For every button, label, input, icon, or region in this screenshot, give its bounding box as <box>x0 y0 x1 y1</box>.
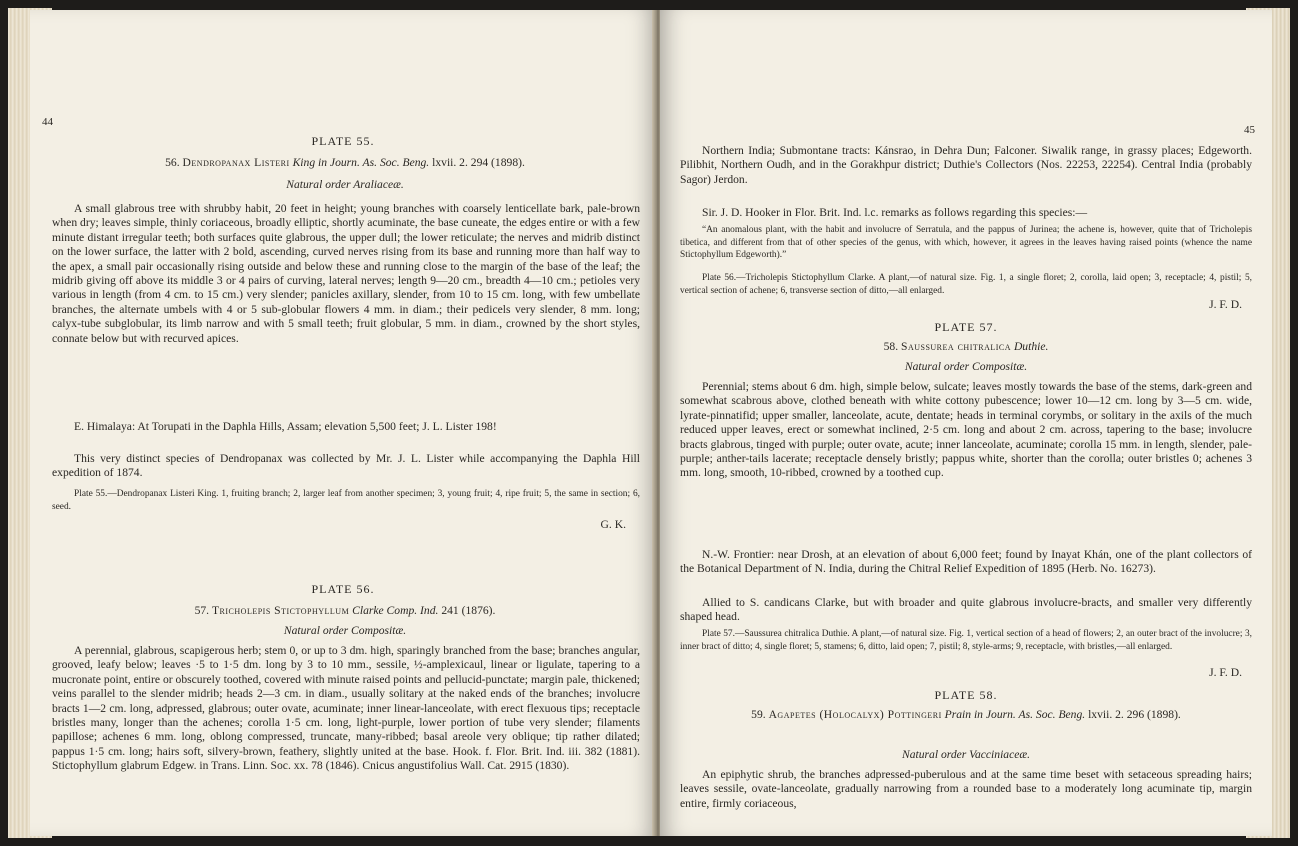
species-title <box>680 340 1252 354</box>
description-body: An epiphytic shrub, the branches adpressed-puberulous and at the same time beset with setaceous spreading hairs; leaves sessile, ovate-lanceolate, gradually narrowing from a rounded base to a moderately long acuminate tip, margin entire, firmly coriaceous, <box>680 768 1252 810</box>
species-reference-tail: lxvii. 2. 296 (1898). <box>1088 708 1181 721</box>
natural-order: Natural order Compositæ. <box>904 360 1028 373</box>
species-reference: Clarke Comp. Ind. <box>352 604 439 617</box>
description-body: A perennial, glabrous, scapigerous herb; stem 0, or up to 3 dm. high, sparingly branched from the base; branches angular, grooved, leafy below; leaves ·5 to 1·5 dm. long by 3 to 10 mm., sessile, ½-amplexicaul, linear or ligulate, tapering to a mucronate point, entire or obscurely toothed, covered with minute raised points and pellucid-punctate; margin pale, thickened; veins parallel to the slender midrib; heads 2—3 cm. in diam., usually solitary at the naked ends of the branches; involucre bracts 1—2 cm. long, adpressed, glabrous; outer ovate, acuminate; inner linear-lanceolate, with erect flexuous tips; receptacle bristles many, longer than the achenes; corolla 1·5 cm. long, light-purple, lower portion of tube very slender; filaments papillose; achenes 6 mm. long, oblong compressed, truncate, many-ribbed; basal areole very oblique; tip rather dilated; pappus 1·5 cm. long; hairs soft, silvery-brown, feathery, slightly united at the base. Hook. f. Flor. Brit. Ind. iii. 382 (1881). Stictophyllum glabrum Edgew. in Trans. Linn. Soc. xx. 78 (1846). Cnicus angustifolius Wall. Cat. 2915 (1830). <box>52 644 640 773</box>
species-number: 58. <box>883 340 899 353</box>
locality-text: E. Himalaya: At Torupati in the Daphla Hills, Assam; elevation 5,500 feet; J. L. Lister 198! <box>74 420 497 433</box>
species-title <box>690 708 1242 722</box>
species-title <box>50 604 640 618</box>
plate-heading: PLATE 57. <box>934 320 998 334</box>
plate-caption: Plate 56.—Tricholepis Stictophyllum Clarke. A plant,—of natural size. Fig. 1, a single floret; 2, corolla, laid open; 3, receptacle; 4, pistil; 5, vertical section of achene; 6, transverse section of ditto,—all enlarged. <box>680 273 1252 296</box>
natural-order: Natural order Araliaceæ. <box>286 178 404 191</box>
species-name: Dendropanax Listeri <box>182 156 290 169</box>
plate-caption: Plate 57.—Saussurea chitralica Duthie. A plant,—of natural size. Fig. 1, vertical section of a head of flowers; 2, an outer bract of the involucre; 3, inner bract of ditto; 4, single floret; 5, stamens; 6, ditto, laid open; 7, pistil; 8, style-arms; 9, receptacle, with bristles,—all enlarged. <box>680 629 1252 652</box>
author-initials: J. F. D. <box>1209 298 1242 311</box>
species-reference-tail: 241 (1876). <box>441 604 496 617</box>
natural-order: Natural order Compositæ. <box>283 624 407 637</box>
species-number: 57. <box>194 604 210 617</box>
species-number: 59. <box>751 708 766 721</box>
species-name: Saussurea chitralica <box>901 340 1012 353</box>
author-initials: J. F. D. <box>1209 666 1242 679</box>
description-body: Perennial; stems about 6 dm. high, simple below, sulcate; leaves mostly towards the base of the stems, dark-green and somewhat scabrous above, clothed beneath with white cottony pubescence; lower 10—12 cm. long by 3—5 cm. wide, lyrate-pinnatifid; upper smaller, lanceolate, acute, dentate; heads in terminal corymbs, or solitary in the axils of the much reduced upper leaves, erect or somewhat inclined, 2·5 cm. long and about 2 cm. across, tapering to the base; involucre bracts glabrous, tinged with purple; outer ovate, acute; inner lanceolate, acuminate; corolla 15 mm. in length, slender, pale-purple; anther-tails lacerate; receptacle densely bristly; pappus white, shorter than the corolla; outer bristles 0; achenes 3 mm. long, smooth, 10-ribbed, crowned by a toothed cup. <box>680 380 1252 480</box>
species-title <box>50 156 640 170</box>
page-number: 45 <box>1244 124 1255 136</box>
plate-heading: PLATE 56. <box>311 582 375 596</box>
locality-text: Northern India; Submontane tracts: Kánsrao, in Dehra Dun; Falconer. Siwalik range, in grassy places; Edgeworth. Pilibhit, Northern Oudh, and in the Gorakhpur district; Duthie's Collectors (Nos. 22253, 22254). Central India (probably Sagor) Jerdon. <box>680 144 1252 186</box>
page-number: 44 <box>42 116 53 128</box>
quotation: “An anomalous plant, with the habit and involucre of Serratula, and the pappus of Jurinea; the achene is, however, quite that of Tricholepis tibetica, and different from that of other species of the genus, with which, however, it agrees in the leaves having raised points (whence the name Stictophyllum Edgeworth).” <box>680 225 1252 261</box>
species-reference: Duthie. <box>1013 340 1049 353</box>
species-reference-tail: lxvii. 2. 294 (1898). <box>432 156 525 169</box>
plate-heading: PLATE 55. <box>311 134 375 148</box>
description-body: A small glabrous tree with shrubby habit, 20 feet in height; young branches with coarsely lenticellate bark, pale-brown when dry; leaves simple, thinly coriaceous, broadly elliptic, shortly acuminate, the base cuneate, the edges entire or with a few minute distant irregular teeth; both surfaces quite glabrous, the upper dull; the lower reticulate; the nerves and midrib distinct on the lower surface, the latter with 2 bold, ascending, curved nerves rising from its base and running more than half way to the apex, a small pair occasionally rising outside and below these and running close to the margin of the base of the leaf; the midrib giving off above its middle 3 or 4 pairs of curving, lateral nerves; length 9—20 cm., breadth 4—10 cm.; petioles very various in length (from 4 cm. to 15 cm.) very slender; panicles axillary, slender, from 10 to 15 cm. long, with few umbellate branches, the alternate umbels with 4 or 5 sub-globular flowers 4 mm. in diam.; their pedicels very slender, 8 mm. long; calyx-tube subglobular, its limb narrow and with 5 small teeth; fruit globular, 5 mm. in diam., crowned by the short styles, connate below but with recurved apices. <box>52 202 640 345</box>
species-name: Agapetes (Holocalyx) Pottingeri <box>768 708 942 721</box>
species-reference: King in Journ. As. Soc. Beng. <box>292 156 430 169</box>
note-text: This very distinct species of Dendropanax was collected by Mr. J. L. Lister while accompanying the Daphla Hill expedition of 1874. <box>52 452 640 480</box>
hooker-remark: Sir. J. D. Hooker in Flor. Brit. Ind. l.c. remarks as follows regarding this species:— <box>702 206 1088 219</box>
locality-text: N.-W. Frontier: near Drosh, at an elevation of about 6,000 feet; found by Inayat Khán, one of the plant collectors of the Botanical Department of N. India, during the Chitral Relief Expedition of 1895 (Herb. No. 16273). <box>680 548 1252 576</box>
left-page <box>30 10 656 836</box>
right-page <box>660 10 1272 836</box>
species-name: Tricholepis Stictophyllum <box>211 604 350 617</box>
species-reference: Prain in Journ. As. Soc. Beng. <box>944 708 1086 721</box>
natural-order: Natural order Vacciniaceæ. <box>901 748 1031 761</box>
allied-note: Allied to S. candicans Clarke, but with broader and quite glabrous involucre-bracts, and smaller very differently shaped head. <box>680 596 1252 624</box>
species-number: 56. <box>165 156 180 169</box>
plate-heading: PLATE 58. <box>934 688 998 702</box>
author-initials: G. K. <box>600 518 626 531</box>
plate-caption: Plate 55.—Dendropanax Listeri King. 1, fruiting branch; 2, larger leaf from another specimen; 3, young fruit; 4, ripe fruit; 5, the same in section; 6, seed. <box>52 489 640 512</box>
